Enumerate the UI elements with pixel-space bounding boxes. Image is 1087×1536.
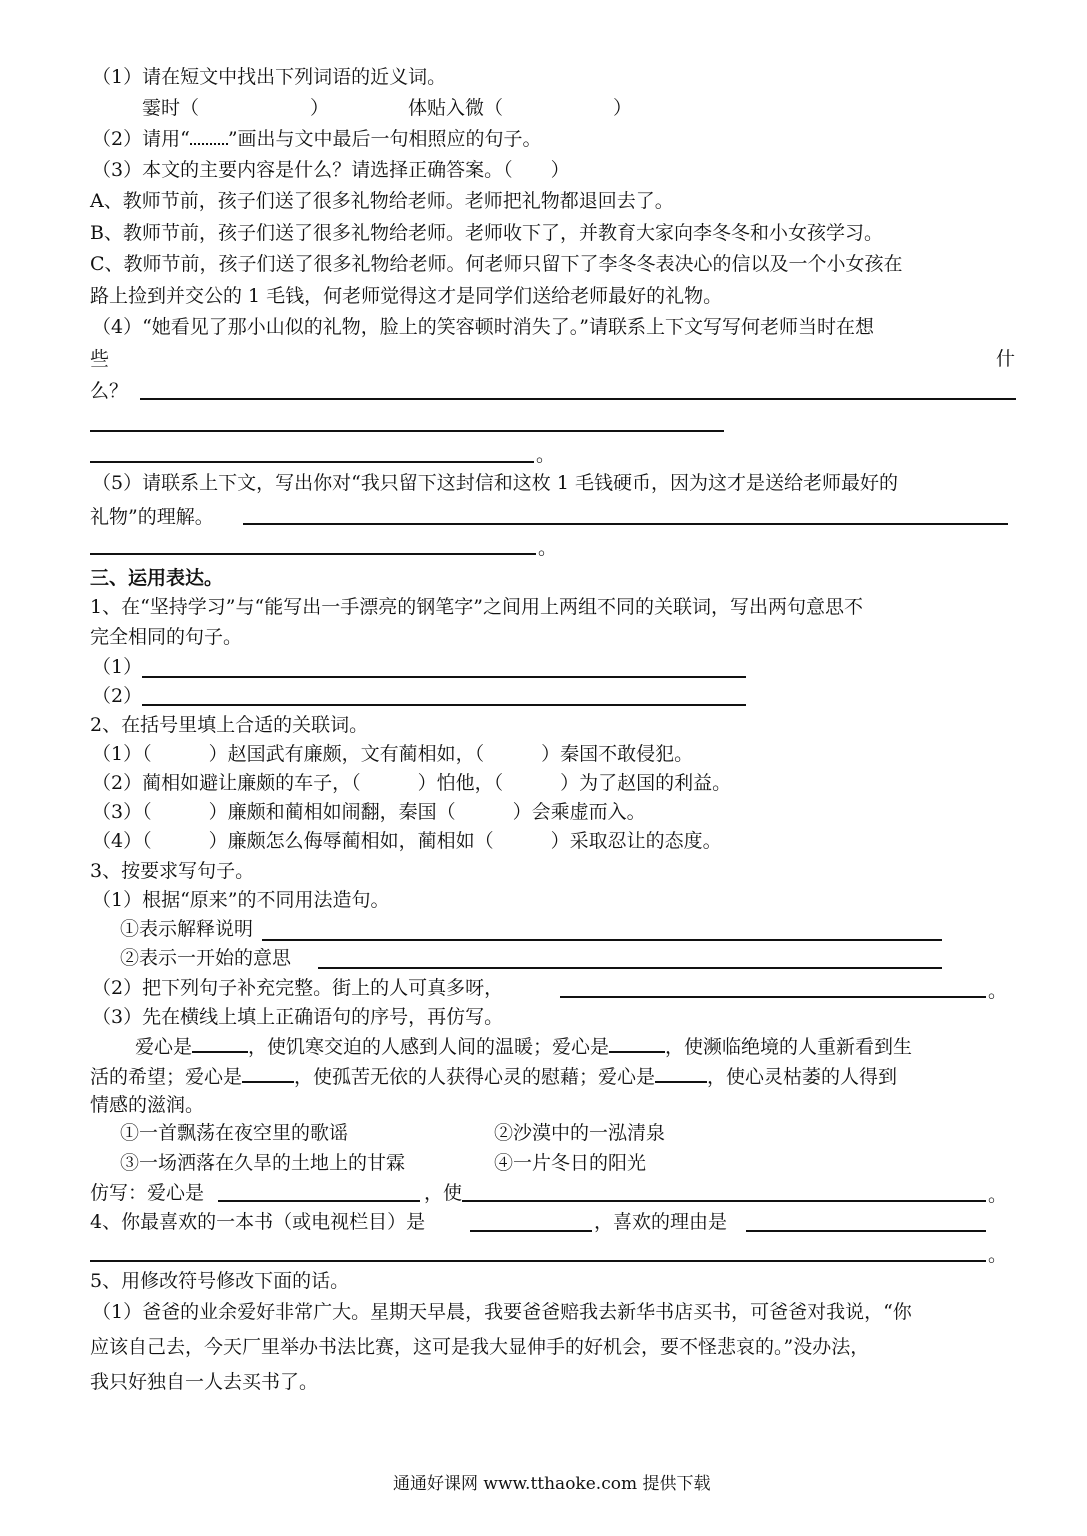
answer-line[interactable]	[470, 1230, 592, 1232]
answer-line[interactable]	[142, 676, 746, 678]
question-2-1: （1）请在短文中找出下列词语的近义词。	[92, 66, 447, 88]
choice-2: ②沙漠中的一泓清泉	[494, 1122, 666, 1144]
task-3-1: （1）根据“原来”的不同用法造句。	[92, 889, 390, 911]
footer-credit: 通通好课网 www.tthaoke.com 提供下载	[393, 1474, 711, 1494]
synonym-paren-2: ）	[613, 97, 633, 119]
fill-blank[interactable]	[609, 1033, 665, 1053]
answer-line[interactable]	[142, 704, 746, 706]
task-3-2: （2）把下列句子补充完整。街上的人可真多呀，	[92, 977, 504, 999]
answer-line[interactable]	[746, 1230, 986, 1232]
task-1-b: （2）	[92, 685, 143, 707]
question-2-2-pre: （2）请用“	[92, 128, 190, 150]
answer-line[interactable]	[90, 553, 536, 555]
question-2-4-cont-a: 些	[90, 348, 110, 370]
passage-text: ，使心灵枯萎的人得到	[707, 1066, 898, 1088]
task-1-cont: 完全相同的句子。	[90, 626, 243, 648]
answer-line[interactable]	[90, 1260, 986, 1262]
answer-line[interactable]	[262, 939, 942, 941]
choice-1: ①一首飘荡在夜空里的歌谣	[120, 1122, 349, 1144]
passage-text: ，使饥寒交迫的人感到人间的温暖；爱心是	[248, 1036, 610, 1058]
task-2-3: （3）（ ）廉颇和蔺相如闹翻，秦国（ ）会乘虚而入。	[92, 801, 646, 823]
fill-blank[interactable]	[192, 1033, 248, 1053]
task-4-cont: ，喜欢的理由是	[594, 1211, 728, 1233]
section-heading-3: 三、运用表达。	[90, 567, 224, 589]
question-2-2-post: ”画出与文中最后一句相照应的句子。	[227, 128, 542, 150]
question-2-4-cont-c: 么？	[90, 380, 129, 402]
passage-line-1	[135, 1033, 912, 1060]
passage-text: ，使孤苦无依的人获得心灵的慰藉；爱心是	[294, 1066, 656, 1088]
task-5-line-1: （1）爸爸的业余爱好非常广大。星期天早晨，我要爸爸赔我去新华书店买书，可爸爸对我说，“你	[92, 1301, 912, 1323]
choice-4: ④一片冬日的阳光	[494, 1152, 647, 1174]
task-5: 5、用修改符号修改下面的话。	[90, 1270, 350, 1292]
option-c-line1: C、教师节前，孩子们送了很多礼物给老师。何老师只留下了李冬冬表决心的信以及一个小女孩在	[90, 253, 903, 275]
option-c-line2: 路上捡到并交公的 1 毛钱，何老师觉得这才是同学们送给老师最好的礼物。	[90, 285, 723, 307]
imitation-comma: ，使	[424, 1182, 463, 1204]
passage-text: 活的希望；爱心是	[90, 1066, 243, 1088]
task-2-4: （4）（ ）廉颇怎么侮辱蔺相如，蔺相如（ ）采取忍让的态度。	[92, 830, 722, 852]
answer-line[interactable]	[560, 996, 986, 998]
passage-text: ，使濒临绝境的人重新看到生	[665, 1036, 913, 1058]
question-2-5: （5）请联系上下文，写出你对“我只留下这封信和这枚 1 毛钱硬币，因为这才是送给老师最好的	[92, 472, 898, 494]
choice-3: ③一场洒落在久旱的土地上的甘霖	[120, 1152, 406, 1174]
task-2-2: （2）蔺相如避让廉颇的车子，（ ）怕他，（ ）为了赵国的利益。	[92, 772, 732, 794]
task-3: 3、按要求写句子。	[90, 860, 255, 882]
task-2: 2、在括号里填上合适的关联词。	[90, 714, 369, 736]
task-3-1a: ①表示解释说明	[120, 918, 254, 940]
period: 。	[536, 444, 556, 466]
answer-line[interactable]	[218, 1200, 420, 1202]
task-5-line-2: 应该自己去，今天厂里举办书法比赛，这可是我大显伸手的好机会，要不怪悲哀的。”没办法，	[90, 1336, 870, 1358]
question-2-3: （3）本文的主要内容是什么？请选择正确答案。（ ）	[92, 159, 570, 181]
answer-line[interactable]	[318, 967, 942, 969]
task-1-a: （1）	[92, 656, 143, 678]
passage-line-3: 情感的滋润。	[90, 1094, 205, 1116]
question-2-4-cont-b: 什	[996, 348, 1016, 370]
fill-blank[interactable]	[655, 1063, 707, 1083]
wavy-line-symbol	[190, 133, 228, 145]
task-3-3: （3）先在横线上填上正确语句的序号，再仿写。	[92, 1006, 504, 1028]
question-2-4: （4）“她看见了那小山似的礼物，脸上的笑容顿时消失了。”请联系上下文写写何老师当时在想	[92, 316, 875, 338]
answer-line[interactable]	[90, 430, 724, 432]
answer-line[interactable]	[462, 1200, 986, 1202]
option-a: A、教师节前，孩子们送了很多礼物给老师。老师把礼物都退回去了。	[90, 190, 674, 212]
period: 。	[988, 1244, 1008, 1266]
passage-line-2	[90, 1063, 897, 1090]
synonym-prompt-2: 体贴入微（	[408, 97, 504, 119]
task-4: 4、你最喜欢的一本书（或电视栏目）是	[90, 1211, 426, 1233]
passage-text: 爱心是	[135, 1036, 193, 1058]
answer-line[interactable]	[90, 461, 534, 463]
period: 。	[988, 980, 1008, 1002]
synonym-prompt-1: 霎时（	[142, 97, 200, 119]
period: 。	[538, 537, 558, 559]
task-1: 1、在“坚持学习”与“能写出一手漂亮的钢笔字”之间用上两组不同的关联词，写出两句意思不	[90, 596, 863, 618]
imitation-label: 仿写：爱心是	[90, 1182, 205, 1204]
task-2-1: （1）（ ）赵国武有廉颇，文有蔺相如，（ ）秦国不敢侵犯。	[92, 743, 694, 765]
answer-line[interactable]	[243, 523, 1008, 525]
answer-line[interactable]	[140, 398, 1016, 400]
period: 。	[988, 1184, 1008, 1206]
question-2-2	[92, 126, 542, 152]
task-3-1b: ②表示一开始的意思	[120, 947, 292, 969]
task-5-line-3: 我只好独自一人去买书了。	[90, 1371, 319, 1393]
option-b: B、教师节前，孩子们送了很多礼物给老师。老师收下了，并教育大家向李冬冬和小女孩学习。	[90, 222, 883, 244]
fill-blank[interactable]	[242, 1063, 294, 1083]
question-2-5-cont: 礼物”的理解。	[90, 506, 214, 528]
synonym-paren-1: ）	[310, 97, 330, 119]
